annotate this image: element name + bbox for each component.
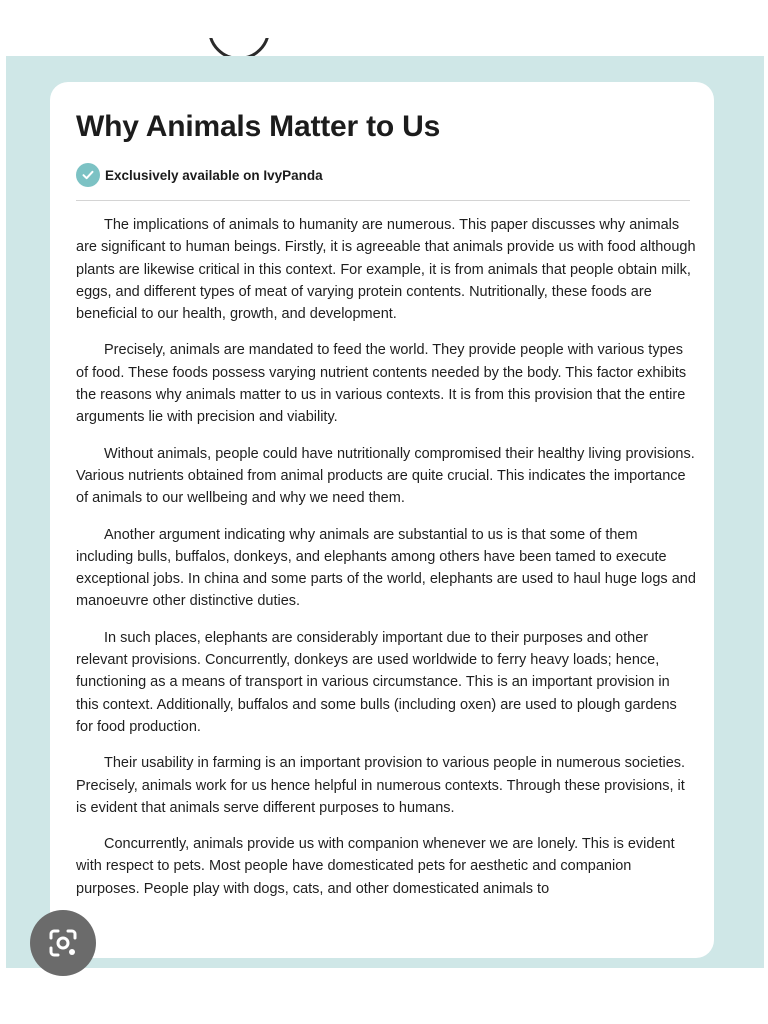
essay-title: Why Animals Matter to Us [76, 110, 441, 143]
essay-card [50, 82, 714, 958]
badge-label: Exclusively available on IvyPanda [105, 167, 323, 183]
paragraph: The implications of animals to humanity are numerous. This paper discusses why animals are significant to human beings. Firstly, it is agreeable that animals provide us with food although plants are likewise critical in this context. For example, it is from animals that people obtain milk, eggs, and different types of meat of varying protein contents. Nutritionally, these foods are beneficial to our health, growth, and development. [76, 217, 696, 323]
check-circle-icon [76, 163, 100, 187]
title-divider [76, 200, 690, 201]
paragraph: Precisely, animals are mandated to feed the world. They provide people with various types of food. These foods possess varying nutrient contents needed by the body. This factor exhibits the reasons why animals matter to us in various contexts. It is from this provision that the entire arguments lie with precision and viability. [76, 342, 687, 426]
paragraph: Another argument indicating why animals are substantial to us is that some of them including bulls, buffalos, donkeys, and elephants among others have been tamed to execute exceptional jobs. In china and some parts of the world, elephants are used to haul huge logs and manoeuvre other distinctive duties. [76, 526, 696, 610]
availability-badge [76, 163, 323, 187]
visual-search-button[interactable] [30, 910, 96, 976]
paragraph: In such places, elephants are considerably important due to their purposes and other relevant provisions. Concurrently, donkeys are used worldwide to ferry heavy loads; hence, functioning as a means of transport in various circumstance. This is an important provision in this context. Additionally, buffalos and some bulls (including oxen) are used to plough gardens for food production. [76, 629, 677, 735]
paragraph: Concurrently, animals provide us with companion whenever we are lonely. This is evident with respect to pets. Most people have domesticated pets for aesthetic and companion purposes. People play with dogs, cats, and other domesticated animals to [76, 836, 675, 897]
paragraph: Their usability in farming is an important provision to various people in numerous societies. Precisely, animals work for us hence helpful in numerous contexts. Through these provisions, it is evident that animals serve different purposes to humans. [76, 755, 686, 816]
essay-body [76, 214, 696, 914]
camera-search-icon [45, 925, 81, 961]
paragraph: Without animals, people could have nutritionally compromised their healthy living provisions. Various nutrients obtained from animal products are quite crucial. This indicates the importance of animals to our wellbeing and why we need them. [76, 445, 695, 507]
